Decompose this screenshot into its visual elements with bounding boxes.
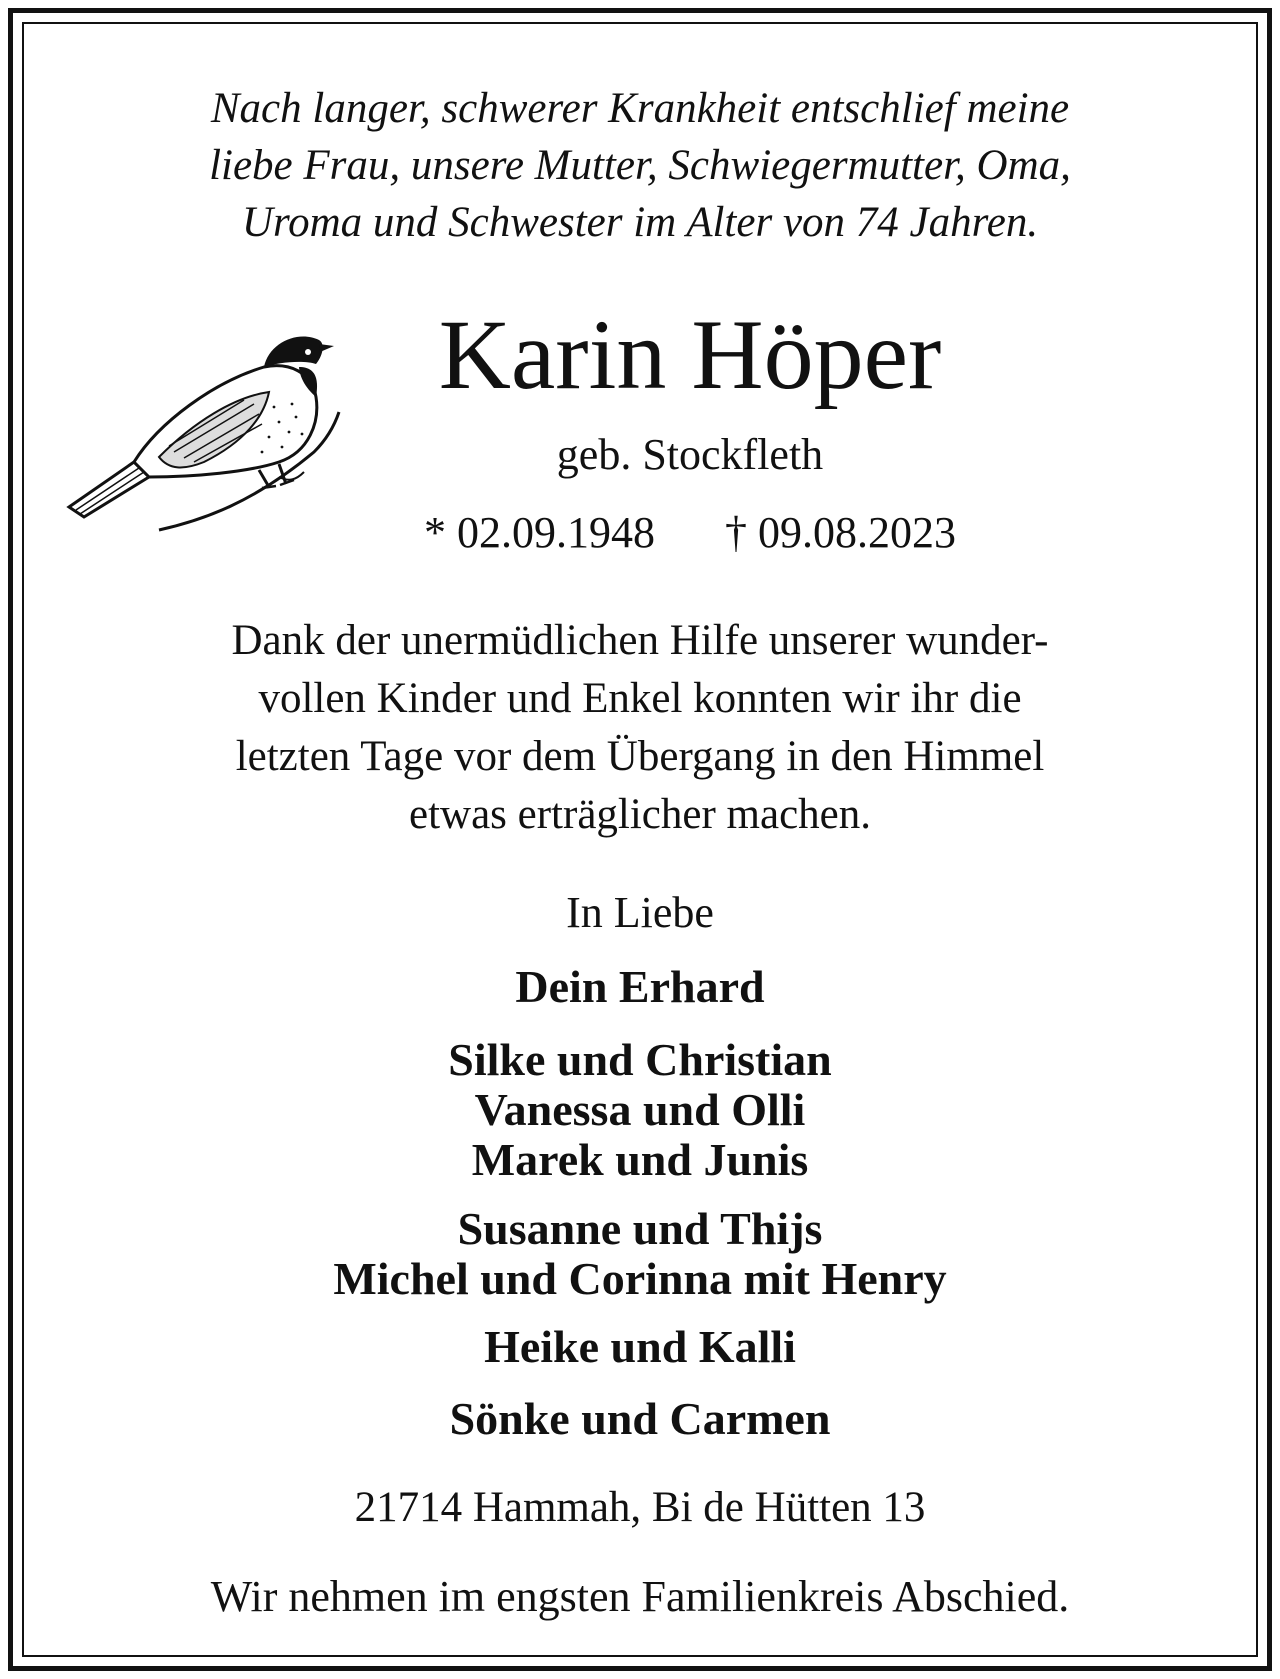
- death-date: † 09.08.2023: [725, 508, 956, 557]
- intro-line: Uroma und Schwester im Alter von 74 Jahren.: [241, 199, 1039, 246]
- thanks-line: vollen Kinder und Enkel konnten wir ihr die: [258, 675, 1022, 722]
- thanks-line: Dank der unermüdlichen Hilfe unserer wunder-: [231, 617, 1049, 664]
- thanks-line: etwas erträglicher machen.: [409, 791, 871, 838]
- family-group-4: Sönke und Carmen: [449, 1393, 831, 1444]
- intro-line: liebe Frau, unsere Mutter, Schwiegermutter, Oma,: [209, 142, 1071, 189]
- thanks-line: letzten Tage vor dem Übergang in den Himmel: [235, 733, 1045, 780]
- family-group-3: Heike und Kalli: [484, 1321, 796, 1372]
- deceased-name: Karin Höper: [438, 299, 942, 410]
- intro-line: Nach langer, schwerer Krankheit entschlief meine: [210, 85, 1070, 132]
- family-member: Michel und Corinna mit Henry: [333, 1253, 947, 1304]
- family-member: Marek und Junis: [471, 1134, 809, 1185]
- address: 21714 Hammah, Bi de Hütten 13: [354, 1484, 926, 1531]
- life-dates: [380, 508, 1000, 558]
- thanks-text: [0, 612, 1280, 844]
- closing-text: Wir nehmen im engsten Familienkreis Abschied.: [210, 1572, 1070, 1621]
- maiden-name: geb. Stockfleth: [556, 430, 824, 479]
- family-group-1: [0, 1035, 1280, 1185]
- family-group-2: [0, 1204, 1280, 1304]
- birth-date: * 02.09.1948: [424, 508, 655, 557]
- family-member: Susanne und Thijs: [457, 1203, 823, 1254]
- in-liebe-label: In Liebe: [566, 888, 714, 937]
- family-member: Vanessa und Olli: [474, 1084, 806, 1135]
- intro-text: [0, 80, 1280, 251]
- family-spouse: Dein Erhard: [515, 961, 765, 1012]
- chickadee-bird-icon: [64, 312, 354, 542]
- family-member: Silke und Christian: [448, 1034, 832, 1085]
